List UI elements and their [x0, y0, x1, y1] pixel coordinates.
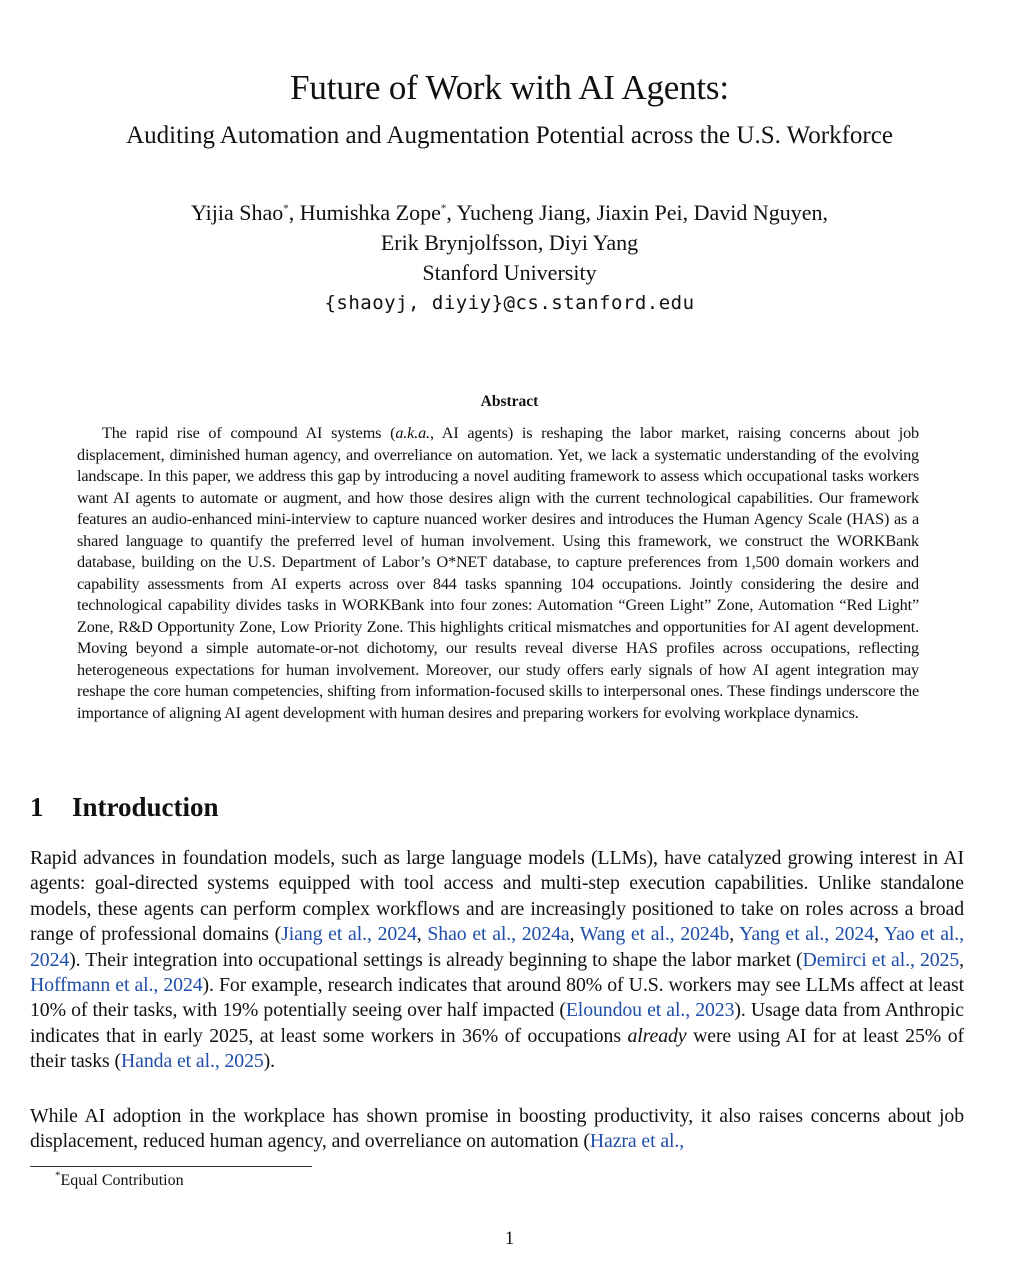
- equal-contribution-mark: *: [440, 202, 447, 215]
- citation-link[interactable]: Wang et al., 2024b: [579, 923, 730, 946]
- text-segment: ,: [729, 923, 740, 946]
- text-segment: were using AI for at least 25% of their tasks (: [30, 1024, 964, 1073]
- text-segment: ,: [959, 948, 965, 971]
- text-segment: While AI adoption in the workplace has shown promise in boosting productivity, it also raises concerns about job displacement, reduced human agency, and overreliance on automation (: [30, 1105, 964, 1153]
- abstract-heading: Abstract: [480, 393, 539, 410]
- section-number: 1: [30, 792, 44, 822]
- paper-subtitle: Auditing Automation and Augmentation Potential across the U.S. Workforce: [126, 122, 893, 149]
- footnote-text: Equal Contribution: [60, 1172, 184, 1189]
- abstract-text: [77, 423, 919, 724]
- abstract-aka: a.k.a.: [395, 424, 430, 442]
- author-name: Humishka Zope: [299, 200, 441, 225]
- text-segment: ,: [416, 923, 428, 946]
- intro-paragraph-1: [30, 846, 964, 1075]
- citation-link[interactable]: Yang et al., 2024: [739, 923, 874, 946]
- author-list: , Yucheng Jiang, Jiaxin Pei, David Nguyen,: [446, 200, 829, 225]
- section-title: Introduction: [72, 792, 219, 822]
- text-segment: ,: [569, 923, 580, 946]
- footnote-mark: *: [55, 1169, 61, 1182]
- text-segment: ). Their integration into occupational settings is already beginning to shape the labor market (: [69, 948, 803, 971]
- citation-link[interactable]: Jiang et al., 2024: [281, 923, 417, 946]
- intro-paragraph-2: [30, 1104, 964, 1155]
- citation-link[interactable]: Hoffmann et al., 2024: [30, 974, 203, 997]
- citation-link[interactable]: Eloundou et al., 2023: [565, 999, 735, 1022]
- author-separator: ,: [288, 200, 300, 225]
- abstract-segment: The rapid rise of compound AI systems (: [102, 424, 396, 442]
- equal-contribution-mark: *: [283, 202, 289, 215]
- affiliation: Stanford University: [422, 260, 597, 285]
- page-number: 1: [504, 1228, 515, 1249]
- emphasis-already: already: [627, 1024, 687, 1047]
- footnote: [55, 1169, 184, 1190]
- footnote-divider: [30, 1166, 312, 1167]
- paper-title: Future of Work with AI Agents:: [290, 68, 729, 107]
- citation-link[interactable]: Demirci et al., 2025: [802, 948, 960, 971]
- section-heading: [30, 792, 219, 823]
- text-segment: ). Usage data from Anthropic indicates that in early 2025, at least some workers in 36% of occupations: [30, 999, 964, 1047]
- text-segment: Rapid advances in foundation models, such as large language models (LLMs), have catalyzed growing interest in AI agents: goal-directed systems equipped with tool access and multi-step execution capabilities. Unlike standalone models, these agents can perform complex workflows and are increasingly positioned to take on roles across a broad range of professional domains (: [30, 847, 964, 946]
- citation-link[interactable]: Handa et al., 2025: [121, 1050, 264, 1073]
- author-line-1: [0, 198, 1019, 228]
- abstract-segment: , AI agents) is reshaping the labor market, raising concerns about job displacement, diminished human agency, and overreliance on automation. Yet, we lack a systematic understanding of the evolving landscape. In this paper, we address this gap by introducing a novel auditing framework to assess which occupational tasks workers want AI agents to automate or augment, and how those desires align with the current technological capabilities. Our framework features an audio-enhanced mini-interview to capture nuanced worker desires and introduces the Human Agency Scale (HAS) as a shared language to quantify the preferred level of human involvement. Using this framework, we construct the WORKBank database, building on the U.S. Department of Labor’s O*NET database, to capture preferences from 1,500 domain workers and capability assessments from AI experts across over 844 tasks spanning 104 occupations. Jointly considering the desire and technological capability divides tasks in WORKBank into four zones: Automation “Green Light” Zone, Automation “Red Light” Zone, R&D Opportunity Zone, Low Priority Zone. This highlights critical mismatches and opportunities for AI agent development. Moving beyond a simple automate-or-not dichotomy, our results reveal diverse HAS profiles across occupations, reflecting heterogeneous expectations for human involvement. Moreover, our study offers early signals of how AI agent integration may reshape the core human competencies, shifting from information-focused skills to interpersonal ones. These findings underscore the importance of aligning AI agent development with human desires and preparing workers for evolving workplace dynamics.: [77, 424, 919, 722]
- author-line-2: Erik Brynjolfsson, Diyi Yang: [380, 230, 639, 255]
- text-segment: ). For example, research indicates that around 80% of U.S. workers may see LLMs affect at least 10% of their tasks, with 19% potentially seeing over half impacted (: [30, 974, 964, 1022]
- author-email[interactable]: {shaoyj, diyiy}@cs.stanford.edu: [324, 292, 695, 314]
- citation-link[interactable]: Shao et al., 2024a: [427, 923, 570, 946]
- author-name: Yijia Shao: [190, 200, 284, 225]
- citation-link[interactable]: Yao et al., 2024: [30, 923, 964, 971]
- text-segment: ).: [263, 1050, 276, 1073]
- author-block: [0, 198, 1019, 318]
- text-segment: ,: [874, 923, 884, 946]
- citation-link[interactable]: Hazra et al.,: [589, 1130, 685, 1153]
